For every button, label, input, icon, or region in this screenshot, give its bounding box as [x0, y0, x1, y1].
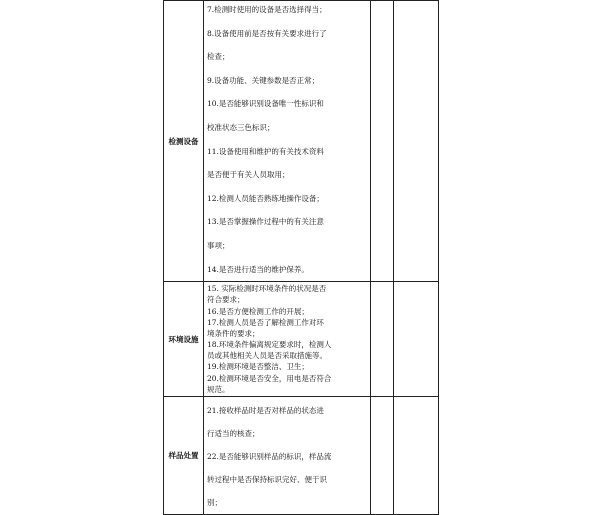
check-item-line: 符合要求；: [207, 295, 245, 305]
result-cell: [371, 397, 394, 515]
check-item-line: 11.设备使用和维护的有关技术资料: [207, 146, 324, 156]
result-cell: [371, 282, 394, 397]
check-item-line: 校准状态三色标识；: [207, 122, 275, 132]
items-cell-equipment: [204, 1, 371, 282]
remark-cell: [394, 1, 439, 282]
check-item-line: 7.检测时使用的设备是否选择得当；: [207, 5, 327, 14]
category-cell-environment: 环境设施: [164, 282, 204, 397]
check-item-line: 9.设备功能、关键参数是否正常；: [207, 75, 320, 85]
check-item-line: 22.是否能够识别样品的标识，样品流: [207, 452, 332, 461]
check-item-line: 事项；: [207, 240, 230, 250]
check-item-line: 别；: [207, 498, 222, 507]
check-item-line: 15. 实际检测时环境条件的状况是否: [207, 284, 327, 294]
remark-cell: [394, 282, 439, 397]
category-cell-equipment: 检测设备: [164, 1, 204, 282]
check-item-line: 转过程中是否保持标识完好、便于识: [207, 475, 327, 484]
check-item-line: 17.检测人员是否了解检测工作对环: [207, 317, 324, 327]
check-item-line: 规范。: [207, 384, 230, 394]
check-item-line: 13.是否掌握操作过程中的有关注意: [207, 217, 324, 227]
check-item-line: 19.检测环境是否整洁、卫生；: [207, 362, 309, 372]
check-item-line: 21.接收样品时是否对样品的状态进: [207, 406, 324, 415]
check-item-line: 是否便于有关人员取用；: [207, 170, 290, 180]
check-item-line: 检查；: [207, 52, 230, 62]
check-item-line: 14.是否进行适当的维护保养。: [207, 264, 309, 274]
inspection-checklist-table: [163, 0, 439, 515]
check-item-line: 境条件的要求；: [207, 328, 260, 338]
table-row: [164, 397, 439, 515]
result-cell: [371, 1, 394, 282]
remark-cell: [394, 397, 439, 515]
category-cell-samples: 样品处置: [164, 397, 204, 515]
check-item-line: 16.是否方便检测工作的开展；: [207, 306, 309, 316]
check-item-line: 行适当的核查；: [207, 429, 260, 438]
check-item-line: 20.检测环境是否安全，用电是否符合: [207, 373, 332, 383]
check-item-line: 8.设备使用前是否按有关要求进行了: [207, 28, 327, 38]
check-item-line: 10.是否能够识别设备唯一性标识和: [207, 99, 324, 109]
check-item-line: 18.环境条件偏离规定要求时，检测人: [207, 340, 332, 350]
check-item-line: 员或其他相关人员是否采取措施等。: [207, 351, 327, 361]
table-row: [164, 1, 439, 282]
checklist-table-region: [163, 0, 434, 507]
check-item-line: 12.检测人员能否熟练地操作设备；: [207, 193, 324, 203]
items-cell-samples: [204, 397, 371, 515]
items-cell-environment: [204, 282, 371, 397]
table-row: [164, 282, 439, 397]
